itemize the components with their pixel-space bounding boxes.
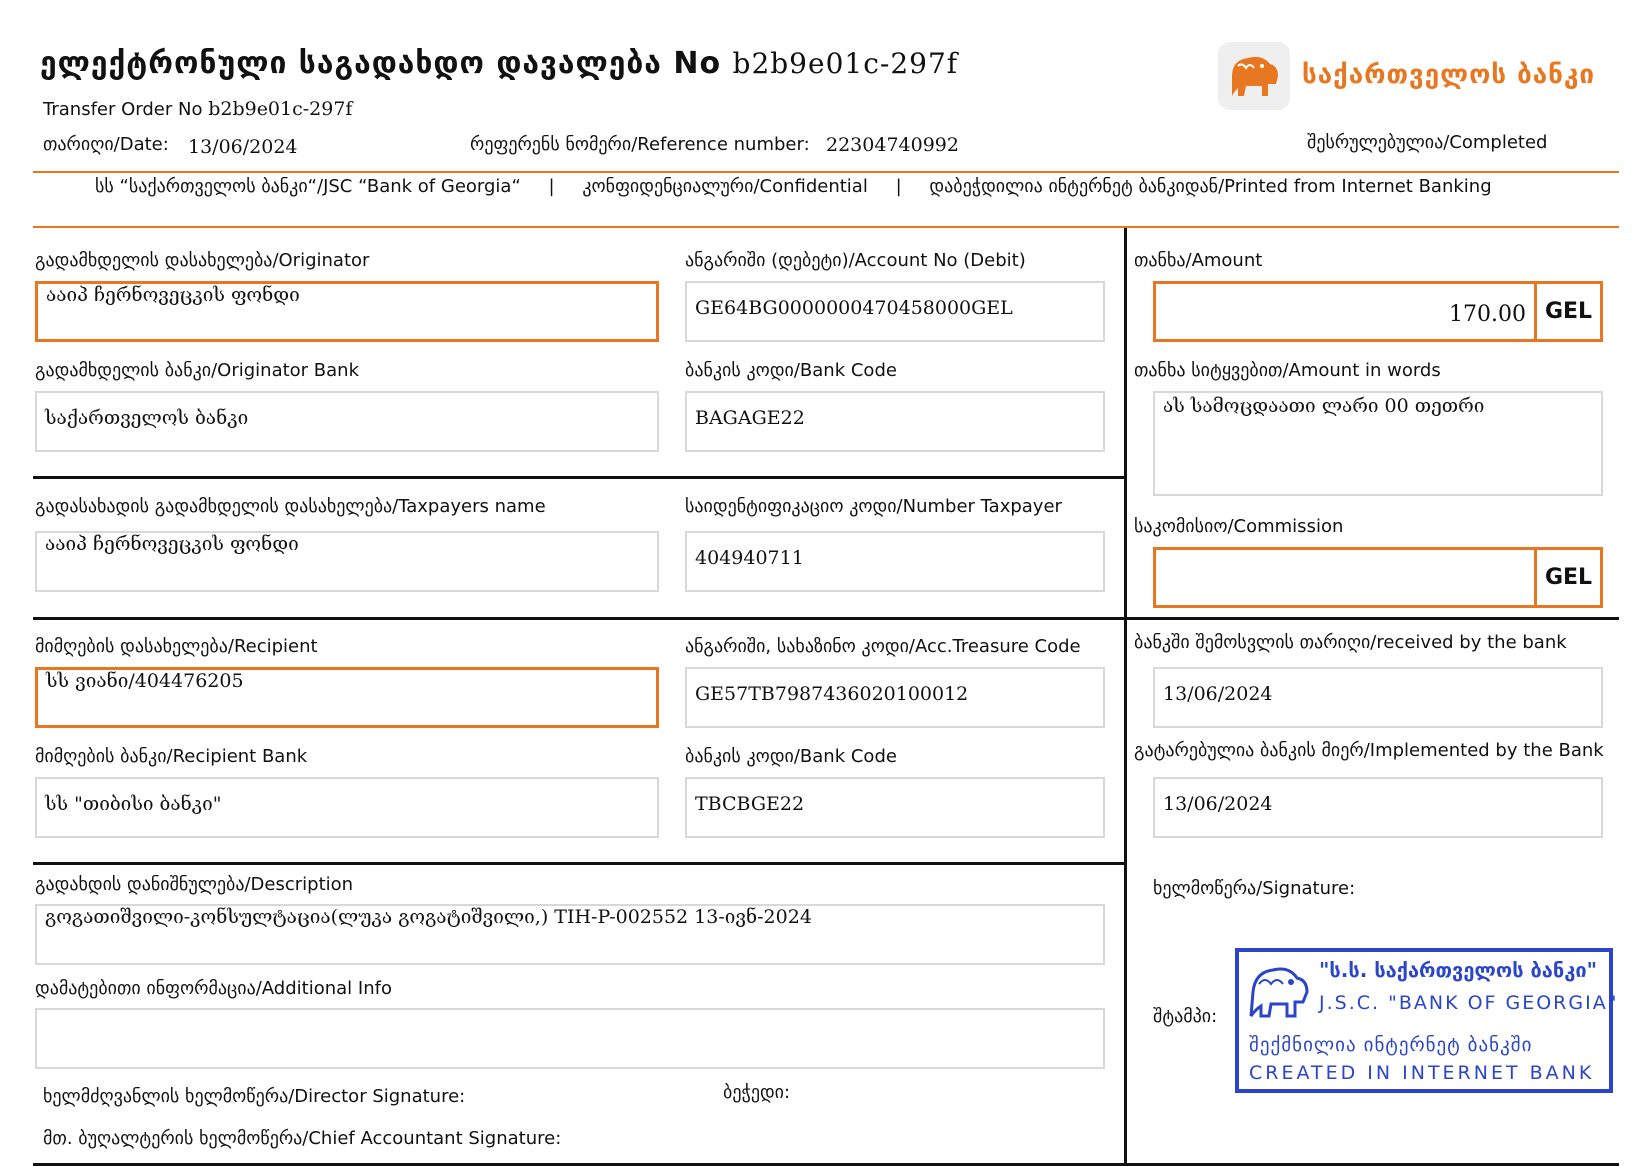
stamp-line-1: "ს.ს. საქართველოს ბანკი" [1319, 958, 1598, 982]
column-divider [1124, 228, 1127, 1166]
originator-bank-field [35, 391, 659, 452]
amount-words-field [1153, 391, 1603, 496]
band-confidential: კონფიდენციალური/Confidential [582, 176, 868, 197]
additional-info-label: დამატებითი ინფორმაცია/Additional Info [35, 978, 392, 999]
recipient-value: სს ვიანი/404476205 [46, 670, 244, 692]
bank-stamp [1235, 948, 1619, 1093]
amount-words-value: ას სამოცდაათი ლარი 00 თეთრი [1163, 395, 1485, 417]
date-label: თარიღი/Date: [43, 134, 169, 155]
treasury-code-field [685, 667, 1105, 728]
title-georgian: ელექტრონული საგადახდო დავალება No [40, 46, 722, 81]
stamp-line-2: J.S.C. "BANK OF GEORGIA" [1319, 992, 1619, 1014]
description-field [35, 904, 1105, 965]
section-divider [33, 617, 1619, 620]
account-debit-field [685, 281, 1105, 342]
taxpayer-name-field [35, 531, 659, 592]
stamp-label: შტამპი: [1153, 1006, 1218, 1027]
bank-logo-text: საქართველოს ბანკი [1302, 60, 1595, 90]
reference-value: 22304740992 [826, 134, 959, 156]
description-label: გადახდის დანიშნულება/Description [35, 874, 354, 895]
date-value: 13/06/2024 [188, 136, 298, 158]
recipient-bank-field [35, 777, 659, 838]
received-field [1153, 667, 1603, 728]
seal-label: ბეჭედი: [723, 1082, 791, 1103]
received-label: ბანკში შემოსვლის თარიღი/received by the bank [1134, 632, 1567, 653]
treasury-code-label: ანგარიში, სახაზინო კოდი/Acc.Treasure Code [685, 636, 1081, 657]
band-bank: სს “საქართველოს ბანკი“/JSC “Bank of Georgia“ [95, 176, 521, 197]
recipient-field [35, 667, 659, 728]
title-order-number: b2b9e01c-297f [732, 47, 959, 80]
recipient-label: მიმღების დასახელება/Recipient [35, 636, 318, 657]
lion-stamp-icon [1245, 958, 1315, 1024]
director-signature-label: ხელმძღვანლის ხელმოწერა/Director Signature: [43, 1086, 466, 1107]
band-separator: | [895, 176, 902, 197]
taxpayer-name-label: გადასახადის გადამხდელის დასახელება/Taxpayers name [35, 496, 546, 517]
taxpayer-name-value: ააიპ ჩერნოვეცკის ფონდი [45, 533, 299, 555]
recipient-bank-code-value: TBCBGE22 [695, 793, 805, 815]
account-debit-label: ანგარიში (დებეტი)/Account No (Debit) [685, 250, 1026, 271]
taxpayer-id-label: საიდენტიფიკაციო კოდი/Number Taxpayer [685, 496, 1062, 517]
commission-field [1153, 547, 1603, 608]
description-value: გოგათიშვილი-კონსულტაცია(ლუკა გოგატიშვილი,) TIH-P-002552 13-ივნ-2024 [45, 906, 812, 928]
recipient-bank-code-field [685, 777, 1105, 838]
divider-band [33, 226, 1619, 228]
document-title [40, 46, 958, 81]
section-divider [33, 476, 1126, 479]
treasury-code-value: GE57TB7987436020100012 [695, 683, 969, 705]
commission-currency: GEL [1534, 550, 1600, 605]
recipient-bank-code-label: ბანკის კოდი/Bank Code [685, 746, 897, 767]
bank-code-label: ბანკის კოდი/Bank Code [685, 360, 897, 381]
stamp-line-4: CREATED IN INTERNET BANK [1249, 1062, 1595, 1084]
transfer-order-line [43, 98, 352, 120]
additional-info-field [35, 1008, 1105, 1069]
amount-label: თანხა/Amount [1134, 250, 1263, 271]
status-badge: შესრულებულია/Completed [1307, 132, 1548, 153]
section-divider [33, 862, 1126, 865]
signature-label: ხელმოწერა/Signature: [1153, 878, 1356, 899]
recipient-bank-value: სს "თიბისი ბანკი" [45, 793, 222, 815]
recipient-bank-label: მიმღების ბანკი/Recipient Bank [35, 746, 308, 767]
originator-label: გადამხდელის დასახელება/Originator [35, 250, 370, 271]
bank-code-value: BAGAGE22 [695, 407, 805, 429]
amount-words-label: თანხა სიტყვებით/Amount in words [1134, 360, 1441, 381]
originator-bank-label: გადამხდელის ბანკი/Originator Bank [35, 360, 359, 381]
taxpayer-id-field [685, 531, 1105, 592]
received-value: 13/06/2024 [1163, 683, 1273, 705]
implemented-value: 13/06/2024 [1163, 793, 1273, 815]
originator-field [35, 281, 659, 342]
accountant-signature-label: მთ. ბუღალტერის ხელმოწერა/Chief Accountant Signature: [43, 1128, 562, 1149]
reference-label: რეფერენს ნომერი/Reference number: [470, 134, 810, 155]
taxpayer-id-value: 404940711 [695, 547, 804, 569]
originator-value: ააიპ ჩერნოვეცკის ფონდი [46, 284, 300, 306]
originator-bank-value: საქართველოს ბანკი [45, 407, 249, 429]
lion-logo-icon [1218, 42, 1290, 110]
transfer-order-label: Transfer Order No [43, 99, 203, 120]
document-band [95, 176, 1492, 197]
amount-currency: GEL [1534, 284, 1600, 339]
band-separator: | [548, 176, 555, 197]
divider-top [33, 171, 1619, 173]
transfer-order-number: b2b9e01c-297f [208, 98, 353, 120]
amount-value: 170.00 [1449, 302, 1526, 327]
band-printed: დაბეჭდილია ინტერნეტ ბანკიდან/Printed from Internet Banking [929, 176, 1492, 197]
implemented-label: გატარებულია ბანკის მიერ/Implemented by the Bank [1134, 740, 1604, 761]
bank-code-field [685, 391, 1105, 452]
account-debit-value: GE64BG0000000470458000GEL [695, 297, 1013, 319]
implemented-field [1153, 777, 1603, 838]
commission-label: საკომისიო/Commission [1134, 516, 1344, 537]
stamp-line-3: შექმნილია ინტერნეტ ბანკში [1249, 1034, 1533, 1056]
amount-field [1153, 281, 1603, 342]
